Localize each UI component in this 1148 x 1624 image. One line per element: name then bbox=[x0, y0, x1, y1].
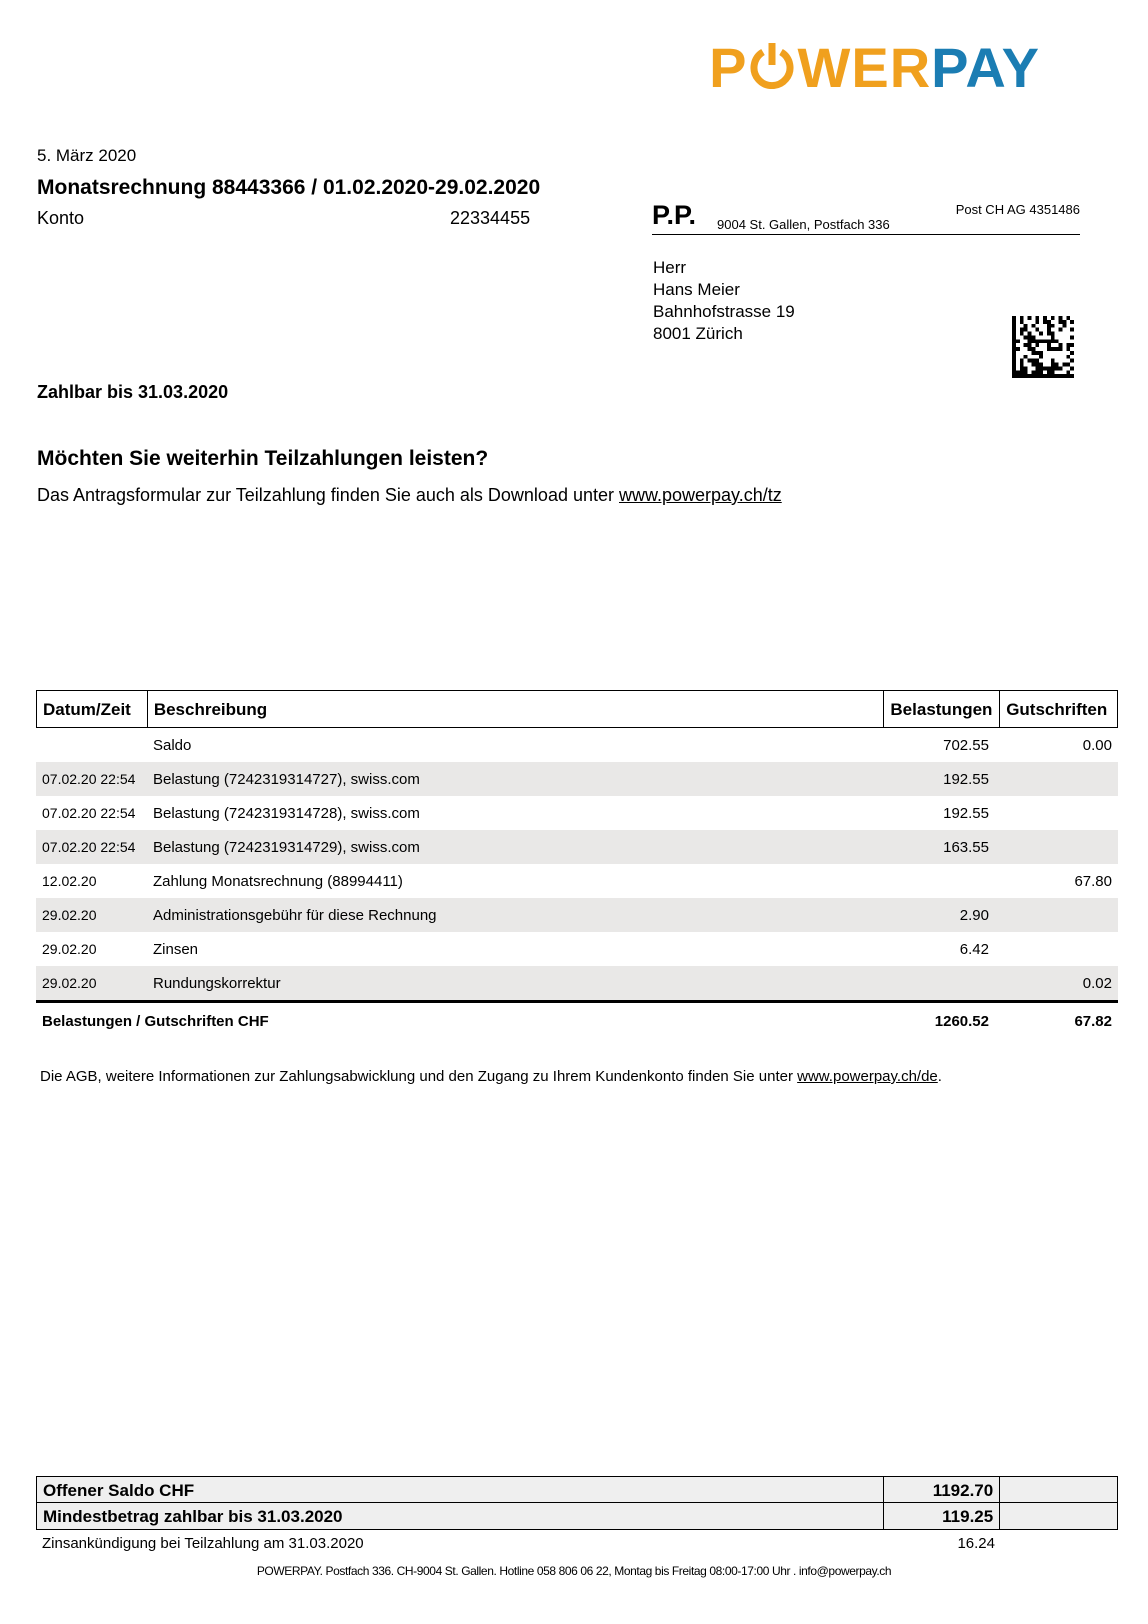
total-bel: 1260.52 bbox=[934, 1012, 989, 1030]
pp-mark: P.P. bbox=[652, 200, 697, 230]
offener-saldo-empty bbox=[1000, 1477, 1117, 1502]
total-gut: 67.82 bbox=[1074, 1012, 1112, 1030]
row-desc: Saldo bbox=[153, 736, 192, 754]
row-date: 12.02.20 bbox=[42, 873, 97, 889]
postage-block bbox=[652, 198, 1080, 235]
offener-saldo-row bbox=[36, 1476, 1118, 1503]
power-icon bbox=[749, 43, 795, 89]
invoice-date: 5. März 2020 bbox=[37, 146, 137, 165]
recipient-street: Bahnhofstrasse 19 bbox=[653, 302, 795, 321]
row-date: 29.02.20 bbox=[42, 975, 97, 991]
recipient-name: Hans Meier bbox=[653, 280, 740, 299]
row-date: 07.02.20 22:54 bbox=[42, 839, 136, 855]
salutation: Herr bbox=[653, 258, 687, 277]
row-desc: Zinsen bbox=[153, 940, 199, 958]
invoice-title: Monatsrechnung 88443366 / 01.02.2020-29.02.2020 bbox=[37, 176, 541, 199]
row-desc: Zahlung Monatsrechnung (88994411) bbox=[153, 872, 403, 890]
agb-link[interactable]: www.powerpay.ch/de bbox=[797, 1068, 938, 1085]
logo-pay: PAY bbox=[931, 36, 1040, 99]
zins-label: Zinsankündigung bei Teilzahlung am 31.03.2020 bbox=[42, 1535, 364, 1552]
row-date: 07.02.20 22:54 bbox=[42, 805, 136, 821]
table-total-row bbox=[36, 1000, 1118, 1039]
row-gut: 0.02 bbox=[1082, 974, 1112, 992]
mindestbetrag-row bbox=[36, 1503, 1118, 1530]
table-row bbox=[36, 728, 1118, 762]
table-row bbox=[36, 830, 1118, 864]
offener-saldo-label: Offener Saldo CHF bbox=[37, 1477, 884, 1502]
row-desc: Rundungskorrektur bbox=[153, 974, 281, 992]
summary-table bbox=[36, 1476, 1118, 1556]
row-date: 29.02.20 bbox=[42, 907, 97, 923]
footer: POWERPAY. Postfach 336. CH-9004 St. Gallen. Hotline 058 806 06 22, Montag bis Freitag 08:00-17:00 Uhr . info@powerpay.ch bbox=[256, 1564, 892, 1578]
row-bel: 192.55 bbox=[943, 770, 989, 788]
row-bel: 192.55 bbox=[943, 804, 989, 822]
mindestbetrag-label: Mindestbetrag zahlbar bis 31.03.2020 bbox=[37, 1503, 884, 1529]
row-bel: 6.42 bbox=[959, 940, 989, 958]
row-desc: Belastung (7242319314727), swiss.com bbox=[153, 770, 420, 788]
table-row bbox=[36, 864, 1118, 898]
table-row bbox=[36, 796, 1118, 830]
datamatrix-code bbox=[1012, 316, 1074, 378]
promo-link[interactable]: www.powerpay.ch/tz bbox=[619, 485, 782, 505]
row-desc: Administrationsgebühr für diese Rechnung bbox=[153, 906, 437, 924]
row-date: 07.02.20 22:54 bbox=[42, 771, 136, 787]
powerpay-logo bbox=[709, 36, 1040, 99]
row-desc: Belastung (7242319314728), swiss.com bbox=[153, 804, 420, 822]
row-gut: 0.00 bbox=[1082, 736, 1112, 754]
agb-text: Die AGB, weitere Informationen zur Zahlungsabwicklung und den Zugang zu Ihrem Kundenkonto finden Sie unter bbox=[40, 1068, 798, 1085]
table-header bbox=[36, 690, 1118, 728]
promo-text bbox=[37, 485, 782, 506]
zins-value: 16.24 bbox=[957, 1535, 995, 1552]
agb-note bbox=[40, 1068, 942, 1085]
promo-text-body: Das Antragsformular zur Teilzahlung finden Sie auch als Download unter bbox=[37, 485, 619, 505]
row-date: 29.02.20 bbox=[42, 941, 97, 957]
row-bel: 2.90 bbox=[959, 906, 989, 924]
mindestbetrag-value: 119.25 bbox=[884, 1503, 1000, 1529]
table-row bbox=[36, 762, 1118, 796]
total-label: Belastungen / Gutschriften CHF bbox=[42, 1012, 269, 1030]
table-row bbox=[36, 966, 1118, 1000]
post-license: Post CH AG 4351486 bbox=[955, 202, 1080, 217]
offener-saldo-value: 1192.70 bbox=[884, 1477, 1000, 1502]
recipient-address bbox=[653, 257, 795, 345]
konto-label: Konto bbox=[37, 208, 85, 228]
agb-end: . bbox=[937, 1068, 942, 1085]
header-desc: Beschreibung bbox=[148, 691, 885, 727]
table-row bbox=[36, 898, 1118, 932]
logo-wer: WER bbox=[797, 36, 932, 99]
header-bel: Belastungen bbox=[884, 691, 1000, 727]
row-bel: 702.55 bbox=[943, 736, 989, 754]
row-bel: 163.55 bbox=[943, 838, 989, 856]
row-gut: 67.80 bbox=[1074, 872, 1112, 890]
logo-p: P bbox=[709, 36, 748, 99]
table-row bbox=[36, 932, 1118, 966]
konto-value: 22334455 bbox=[450, 208, 531, 228]
due-date: Zahlbar bis 31.03.2020 bbox=[37, 382, 229, 402]
recipient-city: 8001 Zürich bbox=[653, 324, 743, 343]
header-date: Datum/Zeit bbox=[37, 691, 148, 727]
row-desc: Belastung (7242319314729), swiss.com bbox=[153, 838, 420, 856]
mindestbetrag-empty bbox=[1000, 1503, 1117, 1529]
promo-question: Möchten Sie weiterhin Teilzahlungen leisten? bbox=[37, 447, 489, 470]
sender-address: 9004 St. Gallen, Postfach 336 bbox=[717, 217, 890, 232]
header-gut: Gutschriften bbox=[1006, 700, 1108, 719]
transactions-table bbox=[36, 690, 1118, 1039]
zins-row bbox=[36, 1530, 1118, 1556]
